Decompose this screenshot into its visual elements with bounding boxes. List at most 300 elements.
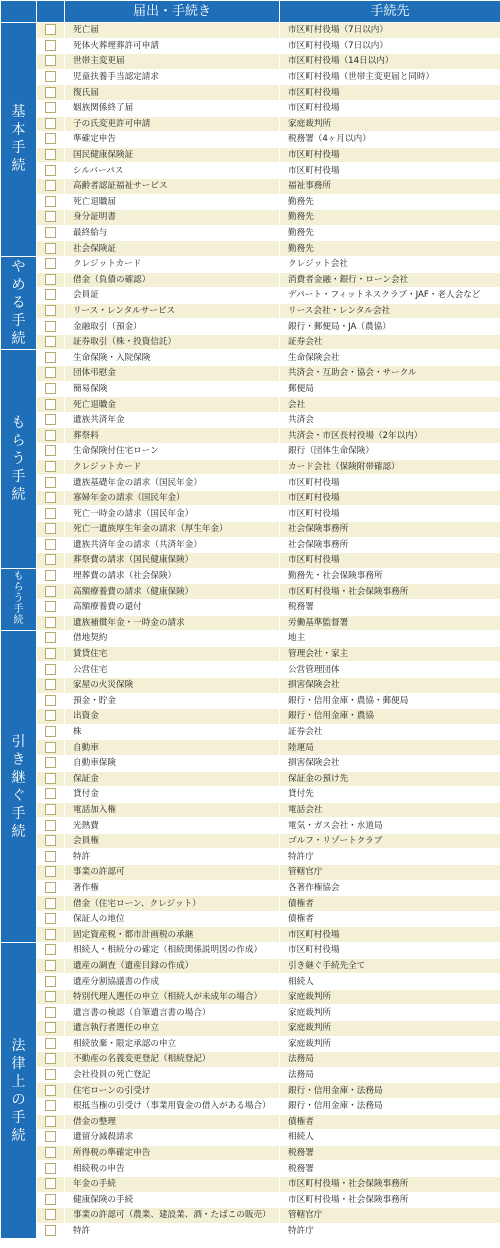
checkbox[interactable] [45, 898, 56, 909]
destination-cell: 陸運局 [280, 740, 500, 756]
table-row [1, 896, 500, 912]
checkbox[interactable] [45, 180, 56, 191]
table-row [1, 833, 500, 849]
checkbox-cell [37, 256, 65, 272]
procedure-cell: 身分証明書 [65, 210, 280, 226]
checkbox[interactable] [45, 492, 56, 503]
checkbox[interactable] [45, 648, 56, 659]
procedure-cell: 貸付金 [65, 787, 280, 803]
checkbox[interactable] [45, 383, 56, 394]
destination-cell: 管理会社・家主 [280, 646, 500, 662]
procedure-cell: 借金（負債の確認） [65, 272, 280, 288]
destination-cell: 市区町村役場 [280, 927, 500, 943]
checkbox[interactable] [45, 695, 56, 706]
destination-cell: 特許庁 [280, 849, 500, 865]
checkbox[interactable] [45, 913, 56, 924]
checkbox[interactable] [45, 445, 56, 456]
checkbox[interactable] [45, 866, 56, 877]
checkbox-cell [37, 272, 65, 288]
procedure-cell: 団体弔慰金 [65, 366, 280, 382]
destination-cell: 市区町村役場・社会保険事務所 [280, 1176, 500, 1192]
checkbox[interactable] [45, 227, 56, 238]
checkbox-cell [37, 740, 65, 756]
checkbox-cell [37, 709, 65, 725]
destination-cell: 保証金の預け先 [280, 771, 500, 787]
procedure-cell: 株 [65, 724, 280, 740]
checkbox[interactable] [45, 24, 56, 35]
procedure-cell: 簡易保険 [65, 381, 280, 397]
checkbox[interactable] [45, 1131, 56, 1142]
procedure-cell: 家屋の火災保険 [65, 677, 280, 693]
procedure-cell: 遺族共済年金 [65, 412, 280, 428]
table-row [1, 693, 500, 709]
table-row [1, 334, 500, 350]
checkbox[interactable] [45, 726, 56, 737]
destination-cell: 市区町村役場 [280, 163, 500, 179]
destination-cell: 税務署 [280, 599, 500, 615]
destination-cell: 福祉事務所 [280, 178, 500, 194]
destination-cell: 市区町村役場（世帯主変更届と同時） [280, 69, 500, 85]
procedure-cell: 死体火葬埋葬許可申請 [65, 38, 280, 54]
checkbox-cell [37, 241, 65, 257]
destination-cell: リース会社・レンタル会社 [280, 303, 500, 319]
procedure-cell: 世帯主変更届 [65, 54, 280, 70]
checkbox[interactable] [45, 991, 56, 1002]
destination-cell: 電気・ガス会社・水道局 [280, 818, 500, 834]
procedure-cell: 金融取引（預金） [65, 319, 280, 335]
category-label [1, 256, 37, 350]
checkbox[interactable] [45, 788, 56, 799]
table-row [1, 506, 500, 522]
category-text: やめる手続 [11, 259, 26, 348]
destination-cell: 法務局 [280, 1067, 500, 1083]
table-row [1, 787, 500, 803]
checkbox-cell [37, 288, 65, 304]
checkbox[interactable] [45, 1053, 56, 1064]
checkbox-cell [37, 818, 65, 834]
destination-cell: 銀行・信用金庫・法務局 [280, 1098, 500, 1114]
procedure-cell: 借金（住宅ローン、クレジット） [65, 896, 280, 912]
checkbox[interactable] [45, 1085, 56, 1096]
destination-cell: 共済会・互助会・協会・サークル [280, 366, 500, 382]
procedure-cell: 葬祭費の請求（国民健康保険） [65, 553, 280, 569]
procedure-cell: 相続放棄・限定承認の申立 [65, 1036, 280, 1052]
destination-cell: 市区町村役場 [280, 943, 500, 959]
checkbox[interactable] [45, 289, 56, 300]
table-row [1, 100, 500, 116]
table-row [1, 880, 500, 896]
checkbox-cell [37, 334, 65, 350]
checkbox-cell [37, 1067, 65, 1083]
checkbox-cell [37, 444, 65, 460]
checkbox-cell [37, 1130, 65, 1146]
destination-cell: 市区町村役場・社会保険事務所 [280, 584, 500, 600]
checkbox-cell [37, 849, 65, 865]
checkbox[interactable] [45, 1116, 56, 1127]
procedure-cell: 不動産の名義変更登記（相続登記） [65, 1052, 280, 1068]
destination-cell: 労働基準監督署 [280, 615, 500, 631]
destination-cell: 共済会 [280, 412, 500, 428]
procedure-cell: 遺族補償年金・一時金の請求 [65, 615, 280, 631]
checkbox[interactable] [45, 1007, 56, 1018]
table-row [1, 615, 500, 631]
destination-cell: ゴルフ・リゾートクラブ [280, 833, 500, 849]
checkbox[interactable] [45, 211, 56, 222]
checkbox-cell [37, 662, 65, 678]
table-row [1, 241, 500, 257]
destination-cell: 電話会社 [280, 802, 500, 818]
procedure-cell: リース・レンタルサービス [65, 303, 280, 319]
checkbox[interactable] [45, 742, 56, 753]
table-row [1, 1052, 500, 1068]
checkbox-cell [37, 1083, 65, 1099]
checkbox-cell [37, 553, 65, 569]
destination-cell: 家庭裁判所 [280, 1036, 500, 1052]
procedure-cell: 公営住宅 [65, 662, 280, 678]
table-row [1, 1021, 500, 1037]
table-row [1, 1098, 500, 1114]
procedure-cell: 自動車 [65, 740, 280, 756]
destination-cell: 共済会・市区長村役場（2年以内） [280, 428, 500, 444]
procedure-cell: 遺留分減殺請求 [65, 1130, 280, 1146]
checkbox[interactable] [45, 1022, 56, 1033]
procedure-cell: 電話加入権 [65, 802, 280, 818]
destination-cell: 会社 [280, 397, 500, 413]
table-row [1, 974, 500, 990]
procedure-cell: 生命保険付住宅ローン [65, 444, 280, 460]
checkbox[interactable] [45, 944, 56, 955]
table-row [1, 1208, 500, 1224]
checkbox[interactable] [45, 321, 56, 332]
destination-cell: 市区町村役場 [280, 490, 500, 506]
table-row [1, 38, 500, 54]
table-row [1, 147, 500, 163]
checkbox[interactable] [45, 679, 56, 690]
checkbox[interactable] [45, 274, 56, 285]
table-row [1, 412, 500, 428]
checkbox-cell [37, 771, 65, 787]
checkbox[interactable] [45, 523, 56, 534]
checkbox-cell [37, 397, 65, 413]
table-row [1, 319, 500, 335]
checkbox-cell [37, 1021, 65, 1037]
checkbox-cell [37, 911, 65, 927]
checkbox[interactable] [45, 258, 56, 269]
table-row [1, 1130, 500, 1146]
checkbox[interactable] [45, 508, 56, 519]
checkbox[interactable] [45, 165, 56, 176]
procedure-cell: 高齢者認証福祉サービス [65, 178, 280, 194]
destination-cell: 証券会社 [280, 334, 500, 350]
table-row [1, 1176, 500, 1192]
checkbox[interactable] [45, 1178, 56, 1189]
destination-cell: 債権者 [280, 896, 500, 912]
procedure-cell: 準確定申告 [65, 132, 280, 148]
destination-cell: 市区町村役場 [280, 147, 500, 163]
checkbox-cell [37, 194, 65, 210]
table-row [1, 475, 500, 491]
destination-cell: 銀行・信用金庫・農協 [280, 709, 500, 725]
table-row [1, 911, 500, 927]
table-body [1, 23, 500, 1239]
checkbox-cell [37, 100, 65, 116]
checkbox[interactable] [45, 399, 56, 410]
table-row [1, 272, 500, 288]
checkbox-cell [37, 787, 65, 803]
checkbox-cell [37, 802, 65, 818]
checkbox[interactable] [45, 102, 56, 113]
checkbox[interactable] [45, 1194, 56, 1205]
table-row [1, 256, 500, 272]
table-row [1, 428, 500, 444]
checkbox-cell [37, 693, 65, 709]
category-text: 引き継ぐ手続 [11, 733, 26, 840]
checkbox[interactable] [45, 1038, 56, 1049]
checkbox[interactable] [45, 710, 56, 721]
destination-cell: 市区町村役場（14日以内） [280, 54, 500, 70]
checkbox[interactable] [45, 554, 56, 565]
checkbox-cell [37, 1192, 65, 1208]
procedure-cell: 特許 [65, 1223, 280, 1239]
checkbox[interactable] [45, 243, 56, 254]
checkbox[interactable] [45, 586, 56, 597]
category-label [1, 631, 37, 943]
destination-cell: 管轄官庁 [280, 865, 500, 881]
procedure-cell: 遺言執行者選任の申立 [65, 1021, 280, 1037]
table-row [1, 366, 500, 382]
checkbox[interactable] [45, 196, 56, 207]
checkbox[interactable] [45, 539, 56, 550]
table-row [1, 584, 500, 600]
checkbox-cell [37, 896, 65, 912]
destination-cell: 市区町村役場 [280, 506, 500, 522]
table-row [1, 1145, 500, 1161]
destination-cell: 税務署 [280, 1145, 500, 1161]
destination-cell: 特許庁 [280, 1223, 500, 1239]
table-row [1, 1192, 500, 1208]
checkbox[interactable] [45, 336, 56, 347]
destination-cell: 家庭裁判所 [280, 989, 500, 1005]
checkbox[interactable] [45, 617, 56, 628]
procedure-cell: 最終給与 [65, 225, 280, 241]
destination-cell: 勤務先 [280, 241, 500, 257]
destination-cell: デパート・フィットネスクラブ・JAF・老人会など [280, 288, 500, 304]
destination-cell: 市区町村役場 [280, 100, 500, 116]
procedure-cell: クレジットカード [65, 256, 280, 272]
procedure-cell: 死亡一遺族厚生年金の請求（厚生年金） [65, 522, 280, 538]
table-row [1, 23, 500, 39]
checkbox[interactable] [45, 133, 56, 144]
checkbox[interactable] [45, 851, 56, 862]
header-check-blank [37, 1, 65, 23]
checkbox[interactable] [45, 1163, 56, 1174]
procedure-cell: 死亡退職届 [65, 194, 280, 210]
checkbox[interactable] [45, 1209, 56, 1220]
procedure-cell: 事業の許認可（農業、建設業、酒・たばこの販売） [65, 1208, 280, 1224]
checkbox[interactable] [45, 414, 56, 425]
checkbox-cell [37, 319, 65, 335]
table-row [1, 802, 500, 818]
checkbox[interactable] [45, 1225, 56, 1236]
checkbox-cell [37, 490, 65, 506]
procedure-cell: 借金の整理 [65, 1114, 280, 1130]
procedure-cell: 国民健康保険証 [65, 147, 280, 163]
procedure-cell: 遺言書の検認（自筆遺言書の場合） [65, 1005, 280, 1021]
category-label [1, 23, 37, 257]
table-row [1, 459, 500, 475]
category-text: 法律上の手続 [11, 1037, 26, 1144]
procedure-cell: 高額療養費の還付 [65, 599, 280, 615]
destination-cell: 銀行・信用金庫・法務局 [280, 1083, 500, 1099]
checkbox-cell [37, 428, 65, 444]
procedure-cell: 遺産の調査（遺産目録の作成） [65, 958, 280, 974]
procedure-cell: 遺族共済年金の請求（共済年金） [65, 537, 280, 553]
checkbox[interactable] [45, 773, 56, 784]
table-row [1, 989, 500, 1005]
table-row [1, 210, 500, 226]
procedure-cell: 年金の手続 [65, 1176, 280, 1192]
table-row [1, 444, 500, 460]
checkbox-cell [37, 85, 65, 101]
checkbox[interactable] [45, 87, 56, 98]
checkbox[interactable] [45, 477, 56, 488]
destination-cell: 銀行・信用金庫・農協・郵便局 [280, 693, 500, 709]
table-row [1, 1083, 500, 1099]
table-row [1, 116, 500, 132]
header-destination: 手続先 [280, 1, 500, 23]
checkbox-cell [37, 459, 65, 475]
procedure-cell: 会員権 [65, 833, 280, 849]
destination-cell: 損害保険会社 [280, 755, 500, 771]
checkbox[interactable] [45, 352, 56, 363]
checkbox-cell [37, 537, 65, 553]
checkbox[interactable] [45, 55, 56, 66]
table-row [1, 132, 500, 148]
checkbox[interactable] [45, 929, 56, 940]
table-row [1, 194, 500, 210]
checkbox[interactable] [45, 430, 56, 441]
checkbox[interactable] [45, 570, 56, 581]
table-row [1, 927, 500, 943]
destination-cell: カード会社（保険附帯確認） [280, 459, 500, 475]
procedure-cell: 賃貸住宅 [65, 646, 280, 662]
checkbox[interactable] [45, 367, 56, 378]
table-row [1, 54, 500, 70]
table-header-row [1, 1, 500, 23]
table-row [1, 163, 500, 179]
table-row [1, 1005, 500, 1021]
procedure-cell: 健康保険の手続 [65, 1192, 280, 1208]
checkbox[interactable] [45, 461, 56, 472]
procedure-cell: 児童扶養手当認定請求 [65, 69, 280, 85]
checkbox[interactable] [45, 1147, 56, 1158]
checkbox[interactable] [45, 976, 56, 987]
checkbox[interactable] [45, 601, 56, 612]
table-row [1, 646, 500, 662]
table-row [1, 568, 500, 584]
category-label [1, 568, 37, 630]
checkbox-cell [37, 958, 65, 974]
destination-cell: 市区町村役場（7日以内） [280, 23, 500, 39]
procedure-cell: 相続人・相続分の確定（相続関係説明図の作成） [65, 943, 280, 959]
destination-cell: 勤務先 [280, 194, 500, 210]
procedure-cell: 事業の許認可 [65, 865, 280, 881]
destination-cell: 生命保険会社 [280, 350, 500, 366]
checkbox[interactable] [45, 632, 56, 643]
category-text: もらう手続 [11, 415, 26, 504]
checkbox-cell [37, 1176, 65, 1192]
checkbox[interactable] [45, 305, 56, 316]
procedure-cell: 子の氏変更許可申請 [65, 116, 280, 132]
procedure-cell: シルバーパス [65, 163, 280, 179]
destination-cell: 引き継ぐ手続先全て [280, 958, 500, 974]
procedure-cell: 根抵当権の引受け（事業用資金の借入がある場合） [65, 1098, 280, 1114]
procedure-cell: 姻族関係終了届 [65, 100, 280, 116]
table-row [1, 958, 500, 974]
table-row [1, 537, 500, 553]
category-label [1, 943, 37, 1239]
table-row [1, 85, 500, 101]
destination-cell: 市区町村役場（7日以内） [280, 38, 500, 54]
procedure-cell: 証券取引（株・投資信託） [65, 334, 280, 350]
checkbox[interactable] [45, 664, 56, 675]
checkbox[interactable] [45, 1100, 56, 1111]
checkbox[interactable] [45, 118, 56, 129]
checkbox-cell [37, 178, 65, 194]
checkbox-cell [37, 833, 65, 849]
procedure-cell: 社会保険証 [65, 241, 280, 257]
checkbox-cell [37, 1145, 65, 1161]
table-row [1, 943, 500, 959]
checkbox-cell [37, 54, 65, 70]
checkbox[interactable] [45, 804, 56, 815]
procedure-cell: 死亡届 [65, 23, 280, 39]
checkbox[interactable] [45, 149, 56, 160]
checkbox-cell [37, 943, 65, 959]
checkbox-cell [37, 132, 65, 148]
checkbox[interactable] [45, 757, 56, 768]
destination-cell: 家庭裁判所 [280, 1005, 500, 1021]
destination-cell: 税務署（4ヶ月以内） [280, 132, 500, 148]
table-row [1, 849, 500, 865]
checkbox-cell [37, 210, 65, 226]
checkbox[interactable] [45, 960, 56, 971]
checkbox[interactable] [45, 835, 56, 846]
table-row [1, 631, 500, 647]
checkbox[interactable] [45, 71, 56, 82]
checkbox-cell [37, 1114, 65, 1130]
checkbox-cell [37, 225, 65, 241]
checkbox[interactable] [45, 1069, 56, 1080]
checkbox-cell [37, 506, 65, 522]
destination-cell: 相続人 [280, 1130, 500, 1146]
table-row [1, 1067, 500, 1083]
checkbox-cell [37, 1208, 65, 1224]
checkbox[interactable] [45, 820, 56, 831]
checkbox-cell [37, 163, 65, 179]
category-label [1, 350, 37, 568]
destination-cell: 社会保険事務所 [280, 522, 500, 538]
procedure-cell: 保証金 [65, 771, 280, 787]
checkbox-cell [37, 989, 65, 1005]
destination-cell: 銀行（団体生命保険） [280, 444, 500, 460]
procedure-cell: 遺族基礎年金の請求（国民年金） [65, 475, 280, 491]
checkbox-cell [37, 755, 65, 771]
checkbox[interactable] [45, 882, 56, 893]
table-row [1, 1114, 500, 1130]
table-row [1, 771, 500, 787]
checkbox[interactable] [45, 40, 56, 51]
